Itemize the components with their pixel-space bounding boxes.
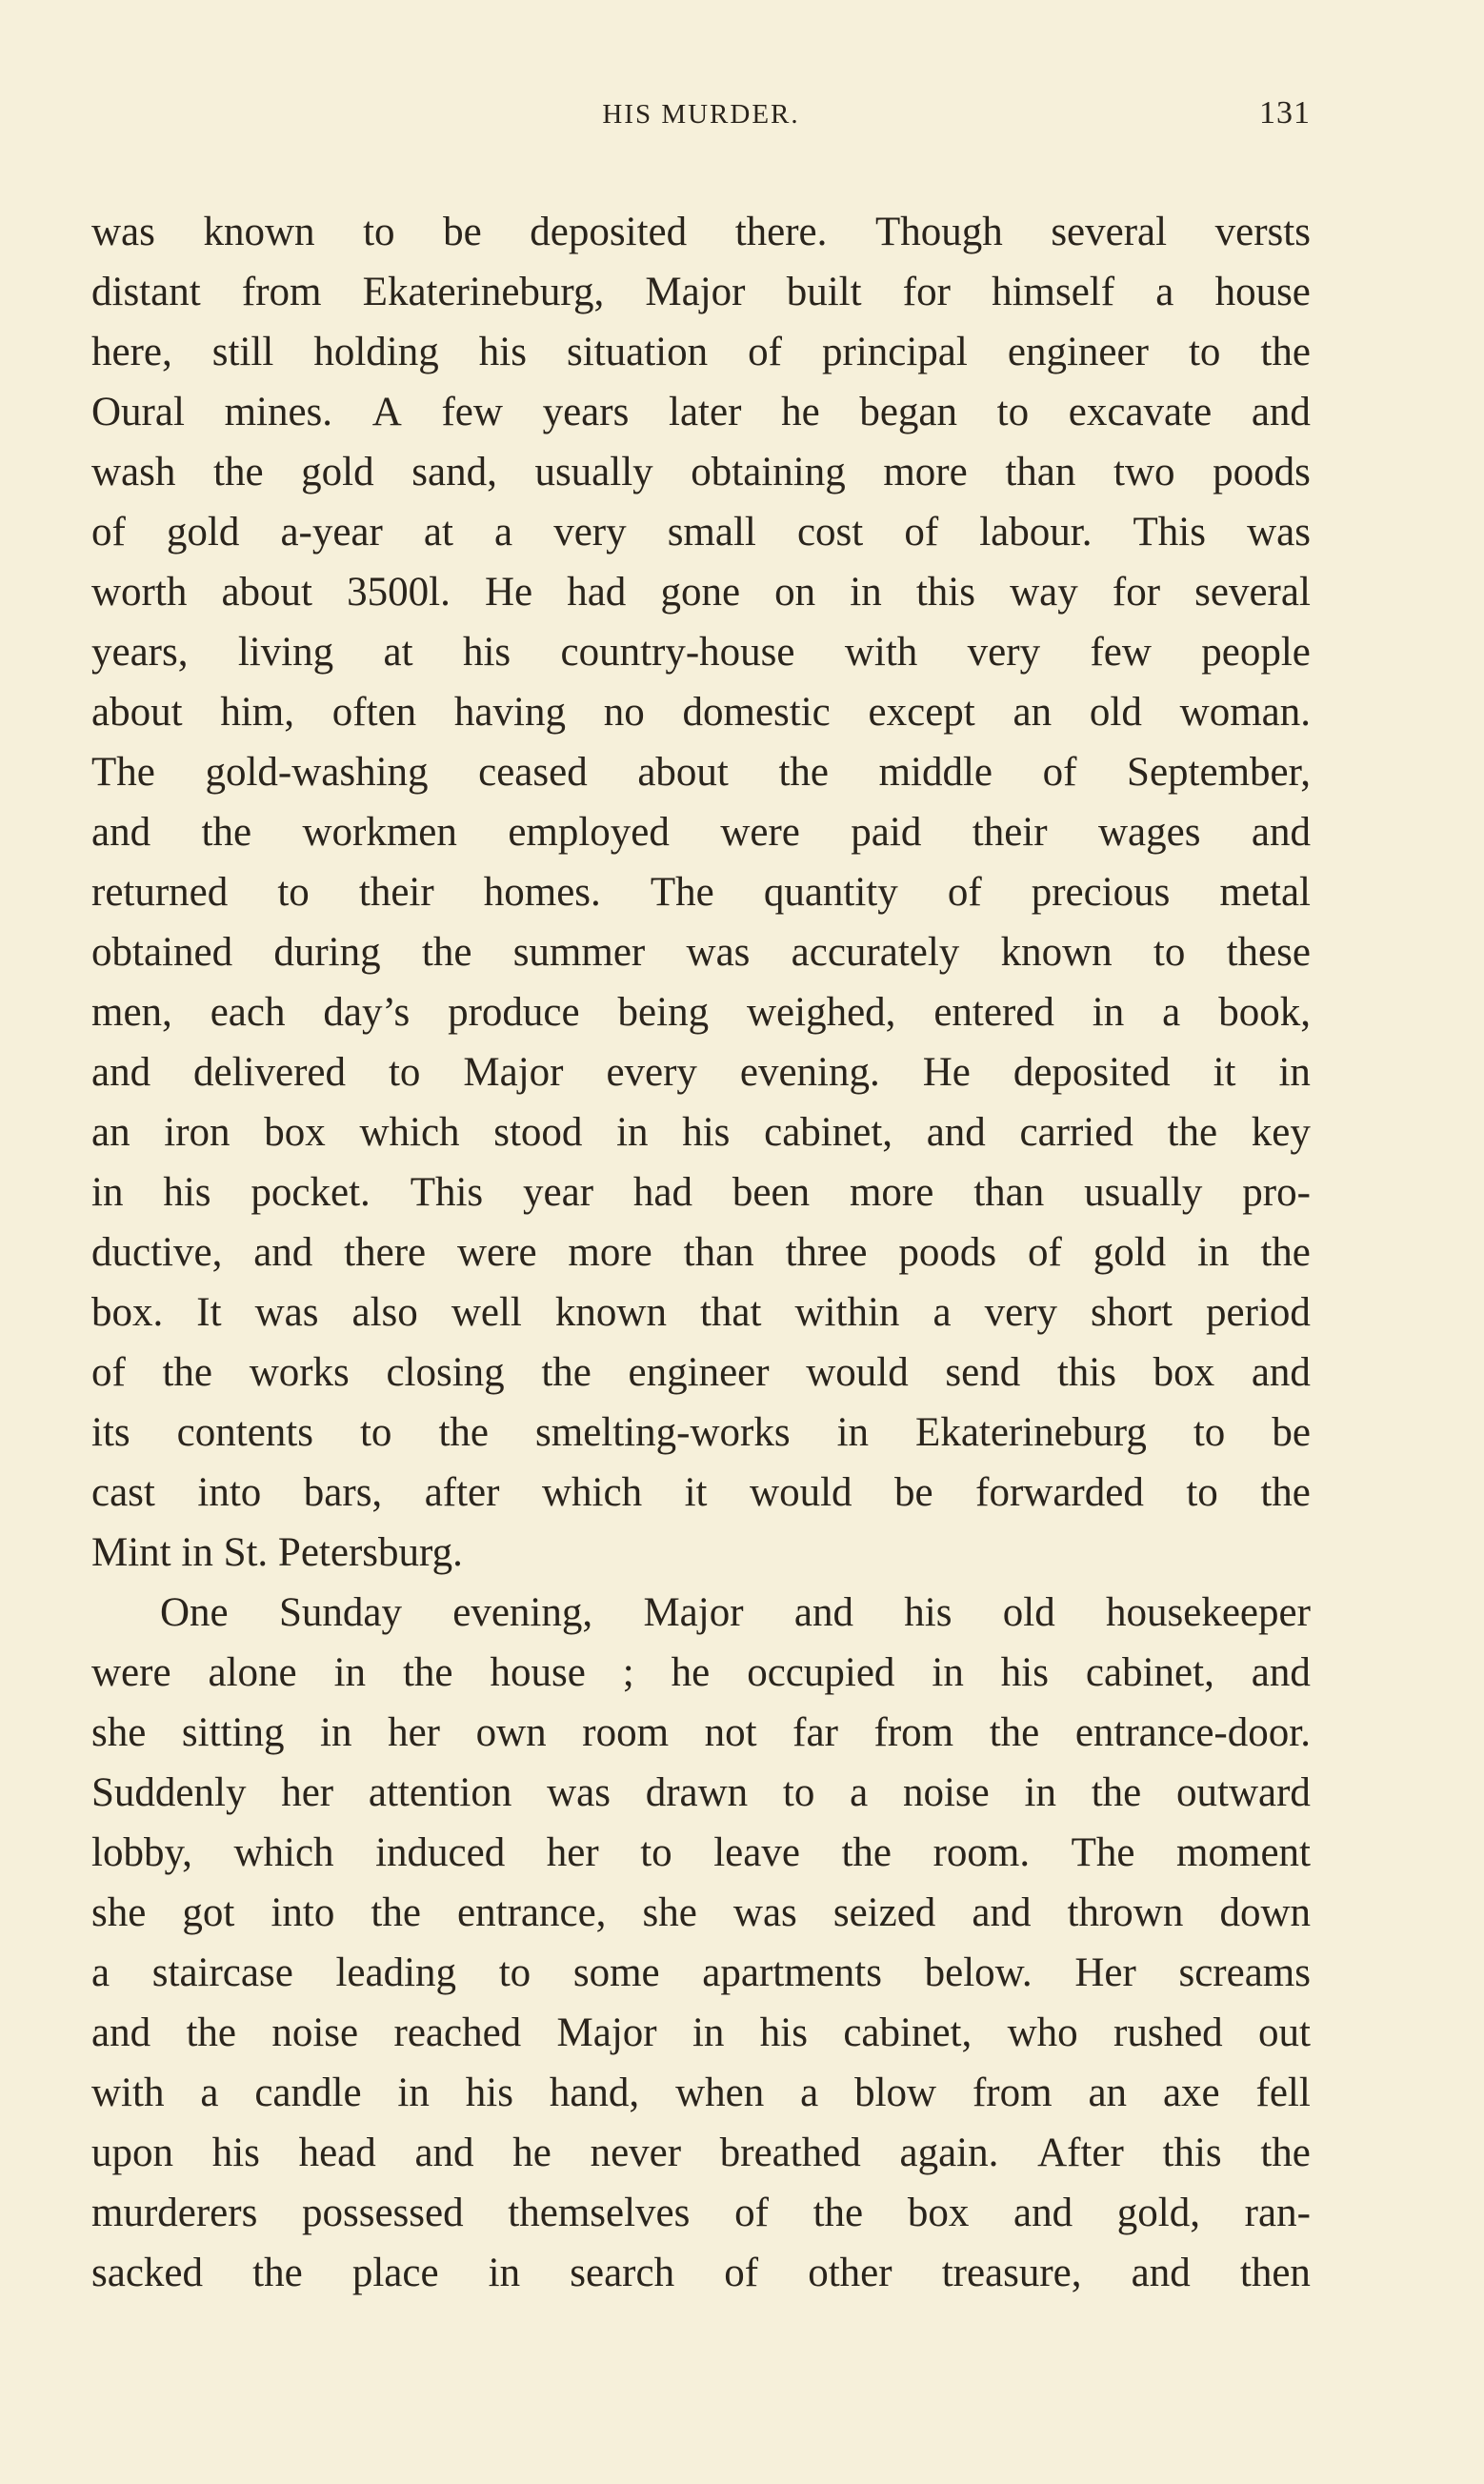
page-number: 131	[1259, 95, 1311, 131]
text-line: she sitting in her own room not far from the entrance-door.	[91, 1710, 1311, 1755]
text-line: One Sunday evening, Major and his old housekeeper	[160, 1590, 1311, 1635]
text-line: in his pocket. This year had been more than usually pro-	[91, 1170, 1311, 1215]
text-line: distant from Ekaterineburg, Major built for himself a house	[91, 270, 1311, 314]
text-line: were alone in the house ; he occupied in his cabinet, and	[91, 1650, 1311, 1695]
running-title: HIS MURDER.	[602, 99, 800, 130]
text-line: The gold-washing ceased about the middle of September,	[91, 750, 1311, 795]
text-line: Oural mines. A few years later he began to excavate and	[91, 390, 1311, 434]
text-line: worth about 3500l. He had gone on in this way for several	[91, 570, 1311, 615]
text-line: years, living at his country-house with very few people	[91, 630, 1311, 675]
text-line: here, still holding his situation of principal engineer to the	[91, 330, 1311, 374]
text-line: a staircase leading to some apartments below. Her screams	[91, 1950, 1311, 1995]
running-head	[91, 91, 1311, 139]
text-line: lobby, which induced her to leave the room. The moment	[91, 1830, 1311, 1875]
text-line: and delivered to Major every evening. He deposited it in	[91, 1050, 1311, 1095]
body-text	[91, 202, 1311, 2303]
text-line: was known to be deposited there. Though several versts	[91, 210, 1311, 254]
text-line: and the noise reached Major in his cabinet, who rushed out	[91, 2010, 1311, 2055]
text-line: its contents to the smelting-works in Ekaterineburg to be	[91, 1410, 1311, 1455]
text-line: and the workmen employed were paid their wages and	[91, 810, 1311, 855]
text-line: murderers possessed themselves of the box and gold, ran-	[91, 2191, 1311, 2235]
text-line: ductive, and there were more than three poods of gold in the	[91, 1230, 1311, 1275]
text-line: Suddenly her attention was drawn to a noise in the outward	[91, 1770, 1311, 1815]
text-line: obtained during the summer was accurately known to these	[91, 930, 1311, 975]
text-line: with a candle in his hand, when a blow from an axe fell	[91, 2070, 1311, 2115]
text-line: of gold a-year at a very small cost of labour. This was	[91, 510, 1311, 555]
text-line: men, each day’s produce being weighed, entered in a book,	[91, 990, 1311, 1035]
text-line: of the works closing the engineer would send this box and	[91, 1350, 1311, 1395]
text-line: wash the gold sand, usually obtaining more than two poods	[91, 450, 1311, 495]
text-line: about him, often having no domestic except an old woman.	[91, 690, 1311, 735]
text-line: cast into bars, after which it would be forwarded to the	[91, 1470, 1311, 1515]
text-line: an iron box which stood in his cabinet, and carried the key	[91, 1110, 1311, 1155]
text-line: returned to their homes. The quantity of precious metal	[91, 870, 1311, 915]
text-line: Mint in St. Petersburg.	[91, 1530, 463, 1575]
text-line: she got into the entrance, she was seized and thrown down	[91, 1890, 1311, 1935]
text-line: box. It was also well known that within a very short period	[91, 1290, 1311, 1335]
text-line: upon his head and he never breathed again. After this the	[91, 2131, 1311, 2175]
text-line: sacked the place in search of other treasure, and then	[91, 2251, 1311, 2295]
